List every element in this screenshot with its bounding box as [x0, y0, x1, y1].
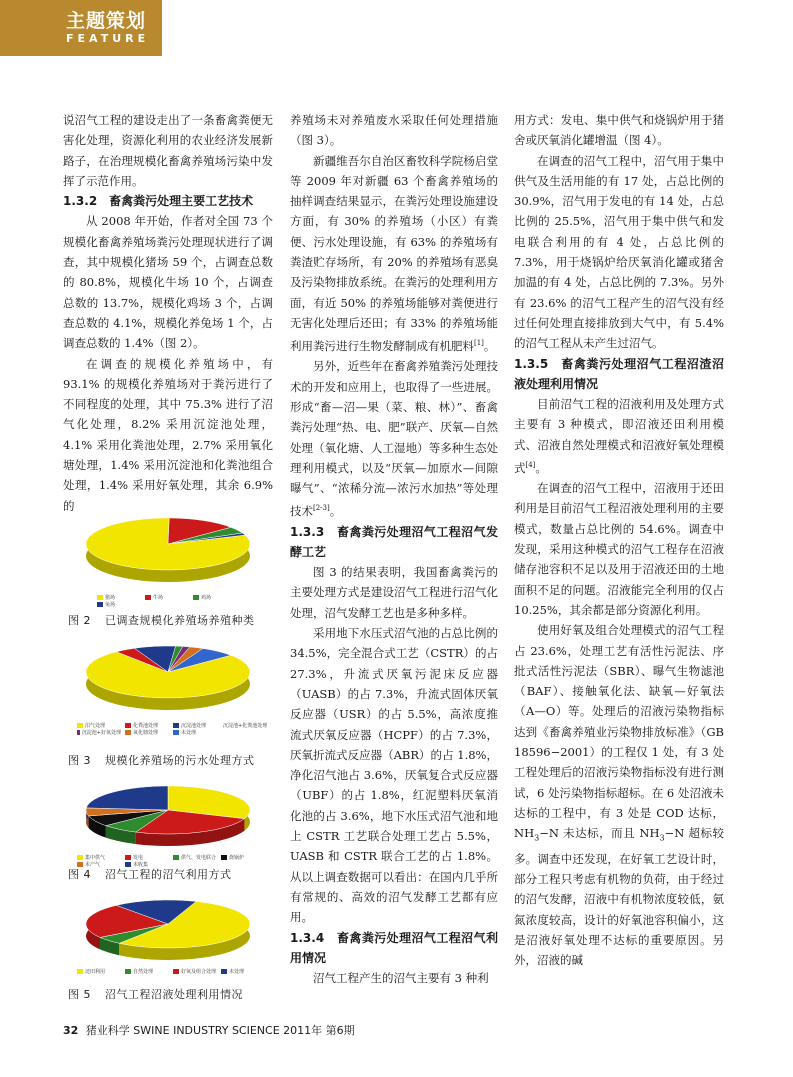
legend-swatch: [97, 602, 103, 607]
legend-label: 未产气: [85, 862, 101, 868]
page-number: 32: [63, 1024, 79, 1037]
legend-item: [125, 854, 169, 861]
legend-item: [77, 722, 121, 729]
legend-item: [221, 854, 265, 861]
pie-chart-fig5: [63, 892, 273, 964]
legend-label: 自然处理: [133, 969, 154, 975]
figure-caption: 沼气工程沼液处理利用情况: [105, 988, 243, 1001]
section-subtitle: FEATURE: [66, 32, 150, 45]
figure-caption: 已调查规模化养殖场养殖种类: [105, 614, 255, 627]
paragraph-end: 。: [483, 339, 496, 354]
legend-swatch: [125, 969, 131, 974]
paragraph-end: 。: [329, 504, 342, 519]
section-heading-1-3-4: 1.3.4 畜禽粪污处理沼气工程沼气利用情况: [290, 930, 498, 965]
figure-caption: 规模化养殖场的污水处理方式: [105, 754, 255, 767]
figure-3-caption: [68, 752, 255, 768]
section-heading-1-3-3: 1.3.3 畜禽粪污处理沼气工程沼气发酵工艺: [290, 524, 498, 559]
legend-item: [77, 968, 121, 975]
legend-item: [173, 729, 217, 736]
figure-number: 图 5: [68, 988, 91, 1001]
legend-label: 化粪池处理: [133, 723, 159, 729]
figure-5: [63, 892, 273, 982]
legend-label: 沉淀池+好氧处理: [81, 730, 121, 736]
legend-label: 发电: [133, 855, 144, 861]
legend-label: 鸡场: [201, 595, 212, 601]
legend-item: [193, 594, 237, 601]
legend-item: [173, 722, 217, 729]
figure-2: [63, 508, 273, 608]
legend-label: 未收集: [133, 862, 149, 868]
paragraph-text: 目前沼气工程的沼液利用及处理方式主要有 3 种模式，即沼液还田利用模式、沼液自然处理模式和沼液好氧处理模式: [514, 397, 724, 475]
legend-swatch: [125, 730, 131, 735]
paragraph: [514, 394, 724, 478]
figure-4-caption: [68, 866, 232, 882]
legend-swatch: [77, 723, 83, 728]
paragraph: 图 3 的结果表明，我国畜禽粪污的主要处理方式是建设沼气工程进行沼气化处理，沼气发酵工艺也是多种多样。: [290, 565, 498, 620]
column-2: [290, 110, 498, 988]
paragraph: 说沼气工程的建设走出了一条畜禽粪便无害化处理，资源化利用的农业经济发展新路子，在治理规模化畜禽养殖场污染中发挥了示范作用。: [63, 113, 273, 188]
legend-label: 集中供气: [85, 855, 106, 861]
legend-item: [77, 729, 121, 736]
legend-swatch: [125, 855, 131, 860]
paragraph: 在调查的沼气工程中，沼气用于集中供气及生活用能的有 17 处，占总比例的 30.9%，沼气用于发电的有 14 处，占总比例的 25.5%，沼气用于集中供气和发电联合利用的有 4 处，占总比例的 7.3%，用于烧锅炉给厌氧消化罐或猪舍加温的有 4 处，占总比例的 7.3%。另外有 23.6% 的沼气工程产生的沼气没有经过任何处理直接排放到大气中，有 5.4% 的沼气工程从未产生过沼气。: [514, 153, 724, 351]
legend-label: 未处理: [229, 969, 245, 975]
reference-mark: [2-3]: [313, 504, 330, 513]
legend-label: 沼气处理: [85, 723, 106, 729]
figure-number: 图 4: [68, 868, 91, 881]
paragraph-text: 另外，近些年在畜禽养殖粪污处理技术的开发和应用上，也取得了一些进展。形成“畜—沼—果（菜、粮、林）”、畜禽粪污处理“热、电、肥”联产、厌氧—自然处理（氧化塘、人工湿地）等多种生态处理利用模式，以及“厌氧—加原水—间隙曝气”、“浓稀分流—浓污水加热”等处理技术: [290, 359, 498, 519]
legend-swatch: [221, 855, 227, 860]
legend-item: [97, 601, 141, 608]
figure-number: 图 3: [68, 754, 91, 767]
page-footer: [63, 1022, 355, 1038]
legend-swatch: [173, 730, 179, 735]
legend-label: 未处理: [181, 730, 197, 736]
legend-label: 还田利用: [85, 969, 106, 975]
legend-swatch: [97, 595, 103, 600]
figure-number: 图 2: [68, 614, 91, 627]
legend-swatch: [77, 730, 80, 735]
column-3: [514, 110, 724, 971]
subscript: 3: [534, 833, 540, 843]
legend-item: [77, 854, 121, 861]
pie-chart-fig3: [63, 636, 273, 718]
journal-name: 猪业科学 SWINE INDUSTRY SCIENCE 2011年 第6期: [85, 1024, 355, 1037]
paragraph-text: 使用好氧及组合处理模式的沼气工程占 23.6%，处理工艺有活性污泥法、序批式活性污泥法（SBR）、曝气生物滤池（BAF）、接触氧化法、缺氧—好氧法（A—O）等。处理后的沼液污染物指标达到《畜禽养殖业污染物排放标准》（GB 18596−2001）的工程仅 1 处，有 3 处工程处理后的沼液污染物指标没有进行测试，6 处污染物指标超标。在 6 处沼液未达标的工程中，有 3 处是 COD 达标，NH: [514, 623, 724, 841]
subscript: 3: [659, 833, 665, 843]
pie-slice-未收集: [86, 786, 168, 810]
legend-label: 兔场: [105, 602, 116, 608]
legend-fig3: [63, 722, 273, 736]
paragraph: 在调查的沼气工程中，沼液用于还田利用是目前沼气工程沼液处理利用的主要模式，数量占总比例的 54.6%。调查中发现，采用这种模式的沼气工程存在沼液储存池容积不足以及用于沼液还田的土地面积不足的问题。沼液能完全利用的仅占 10.25%，其余都是部分资源化利用。: [514, 481, 724, 617]
legend-label: 沉淀池处理: [181, 723, 207, 729]
section-title: 主题策划: [66, 10, 147, 32]
figure-caption: 沼气工程的沼气利用方式: [105, 868, 232, 881]
paragraph: 用方式：发电、集中供气和烧锅炉用于猪舍或厌氧消化罐增温（图 4）。: [514, 113, 724, 148]
column-1: [63, 110, 273, 516]
legend-swatch: [145, 595, 151, 600]
legend-item: [97, 594, 141, 601]
legend-label: 氧化塘处理: [133, 730, 159, 736]
legend-item: [221, 722, 268, 729]
reference-mark: [4]: [525, 461, 536, 470]
legend-swatch: [221, 969, 227, 974]
legend-swatch: [193, 595, 199, 600]
legend-item: [125, 968, 169, 975]
paragraph: 沼气工程产生的沼气主要有 3 种利: [313, 971, 489, 986]
legend-swatch: [77, 855, 83, 860]
legend-item: [221, 968, 265, 975]
legend-label: 供气、发电联合: [181, 855, 217, 861]
figure-4: [63, 780, 273, 868]
paragraph: [514, 620, 724, 970]
legend-item: [145, 594, 189, 601]
paragraph: 在调查的规模化养殖场中，有 93.1% 的规模化养殖场对于粪污进行了不同程度的处理，其中 75.3% 进行了沼气化处理，8.2% 采用沉淀池处理，4.1% 采用化粪池处理，2.7% 采用氧化塘处理，1.4% 采用沉淀池和化粪池组合处理，1.4% 采用好氧处理，其余 6.9% 的: [63, 356, 273, 513]
section-heading-1-3-2: 1.3.2 畜禽粪污处理主要工艺技术: [63, 194, 254, 209]
legend-label: 烧锅炉: [229, 855, 245, 861]
legend-swatch: [77, 969, 83, 974]
legend-item: [173, 968, 217, 975]
legend-label: 好氧及组合处理: [181, 969, 217, 975]
paragraph-text: 新疆维吾尔自治区畜牧科学院杨启堂等 2009 年对新疆 63 个畜禽养殖场的抽样调查结果显示，在粪污处理设施建设方面，有 30% 的养殖场（小区）有粪便、污水处理设施，有 63% 的养殖场有粪渣贮存场所，有 20% 的养殖场有恶臭及污染物排放系统。在粪污的处理利用方面，有近 50% 的养殖场能够对粪便进行无害化处理后还田；有 33% 的养殖场能利用粪污进行生物发酵制成有机肥料: [290, 153, 498, 354]
figure-2-caption: [68, 612, 255, 628]
legend-label: 牛场: [153, 595, 164, 601]
legend-swatch: [173, 969, 179, 974]
legend-swatch: [173, 855, 179, 860]
paragraph-text: −N 超标较多。调查中还发现，在好氧工艺设计时，部分工程只考虑有机物的负荷，由于经过的沼气发酵，沼液中有机物浓度较低，氨氮浓度较高，设计的好氧池容积偏小，这是沼液好氧处理不达标的重要原因。另外，沼液的碱: [514, 826, 724, 968]
pie-chart-fig2: [63, 508, 273, 590]
paragraph: [290, 356, 498, 521]
legend-swatch: [173, 723, 179, 728]
legend-label: 猪场: [105, 595, 116, 601]
legend-label: 沉淀池+化粪池处理: [223, 723, 268, 729]
legend-item: [173, 854, 217, 861]
reference-mark: [1]: [474, 339, 484, 348]
paragraph: 从 2008 年开始，作者对全国 73 个规模化畜禽养殖场粪污处理现状进行了调查，其中规模化猪场 59 个，占调查总数的 80.8%，规模化牛场 10 个，占调查总数的 13.7%，规模化鸡场 3 个，占调查总数的 4.1%，规模化养兔场 1 个，占调查总数的 1.4%（图 2）。: [63, 214, 273, 351]
legend-item: [125, 729, 169, 736]
pie-chart-fig4: [63, 780, 273, 850]
legend-fig2: [63, 594, 273, 608]
paragraph: 采用地下水压式沼气池的占总比例的 34.5%，完全混合式工艺（CSTR）的占 27.3%，升流式厌氧污泥床反应器（UASB）的占 7.3%，升流式固体厌氧反应器（USR）的占 5.5%，高浓度推流式厌氧反应器（HCPF）的占 7.3%，厌氧折流式反应器（ABR）的占 1.8%，净化沼气池占 3.6%，厌氧复合式反应器（UBF）的占 1.8%，红泥塑料厌氧消化池的占 3.6%，地下水压式沼气池和地上 CSTR 工艺联合处理工艺占 5.5%，UASB 和 CSTR 联合工艺的占 1.8%。从以上调查数据可以看出：在国内几乎所有常规的、高效的沼气发酵工艺都有应用。: [290, 626, 498, 925]
figure-5-caption: [68, 986, 243, 1002]
section-heading-1-3-5: 1.3.5 畜禽粪污处理沼气工程沼渣沼液处理利用情况: [514, 356, 724, 391]
paragraph: [290, 151, 498, 357]
figure-3: [63, 636, 273, 746]
legend-item: [125, 722, 169, 729]
paragraph-text: −N 未达标，而且 NH: [539, 826, 660, 841]
legend-swatch: [125, 723, 131, 728]
paragraph: 养殖场未对养殖废水采取任何处理措施（图 3）。: [290, 113, 498, 148]
paragraph-end: 。: [535, 460, 547, 475]
legend-fig5: [63, 968, 273, 975]
